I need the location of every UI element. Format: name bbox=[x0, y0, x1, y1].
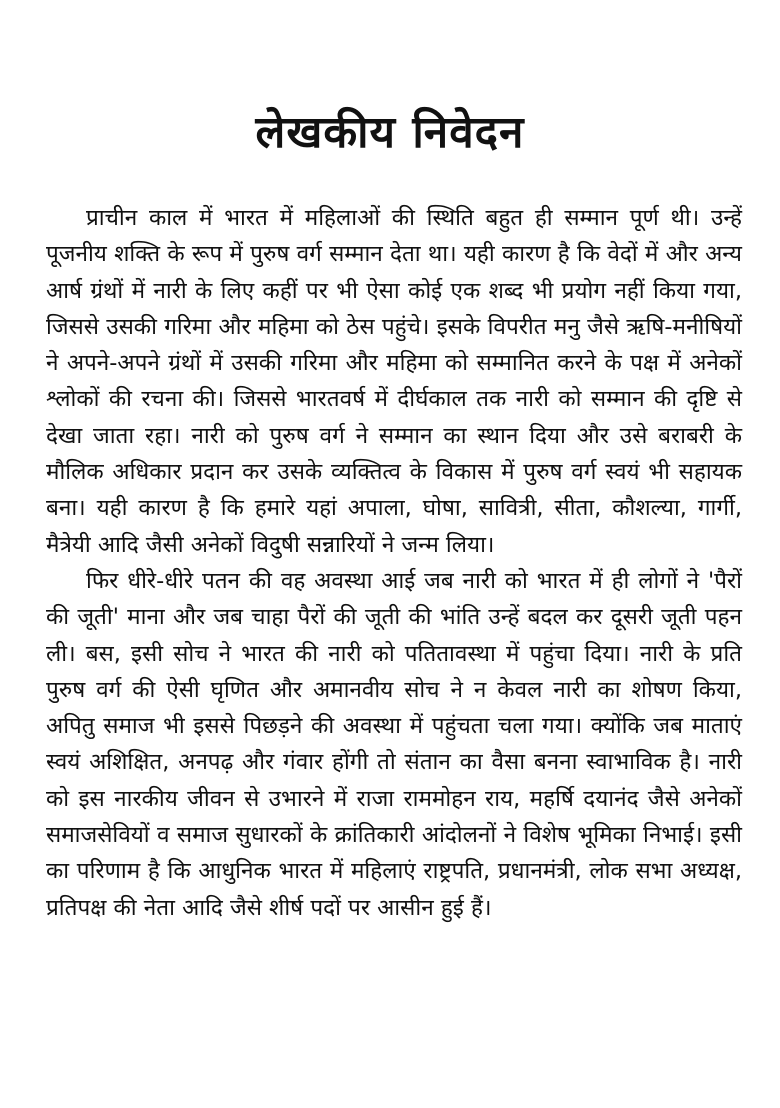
paragraph-2: फिर धीरे-धीरे पतन की वह अवस्था आई जब नारी को भारत में ही लोगों ने 'पैरों की जूती' माना और जब चाहा पैरों की जूती की भांति उन्हें बदल कर दूसरी जूती पहन ली। बस, इसी सोच ने भारत की नारी को पतितावस्था में पहुंचा दिया। नारी के प्रति पुरुष वर्ग की ऐसी घृणित और अमानवीय सोच ने न केवल नारी का शोषण किया, अपितु समाज भी इससे पिछड़ने की अवस्था में पहुंचता चला गया। क्योंकि जब माताएं स्वयं अशिक्षित, अनपढ़ और गंवार होंगी तो संतान का वैसा बनना स्वाभाविक है। नारी को इस नारकीय जीवन से उभारने में राजा राममोहन राय, महर्षि दयानंद जैसे अनेकों समाजसेवियों व समाज सुधारकों के क्रांतिकारी आंदोलनों ने विशेष भूमिका निभाई। इसी का परिणाम है कि आधुनिक भारत में महिलाएं राष्ट्रपति, प्रधानमंत्री, लोक सभा अध्यक्ष, प्रतिपक्ष की नेता आदि जैसे शीर्ष पदों पर आसीन हुई हैं। bbox=[46, 567, 742, 921]
paragraph-1: प्राचीन काल में भारत में महिलाओं की स्थिति बहुत ही सम्मान पूर्ण थी। उन्हें पूजनीय शक्ति के रूप में पुरुष वर्ग सम्मान देता था। यही कारण है कि वेदों में और अन्य आर्ष ग्रंथों में नारी के लिए कहीं पर भी ऐसा कोई एक शब्द भी प्रयोग नहीं किया गया, जिससे उसकी गरिमा और महिमा को ठेस पहुंचे। इसके विपरीत मनु जैसे ऋषि-मनीषियों ने अपने-अपने ग्रंथों में उसकी गरिमा और महिमा को सम्मानित करने के पक्ष में अनेकों श्लोकों की रचना की। जिससे भारतवर्ष में दीर्घकाल तक नारी को सम्मान की दृष्टि से देखा जाता रहा। नारी को पुरुष वर्ग ने सम्मान का स्थान दिया और उसे बराबरी के मौलिक अधिकार प्रदान कर उसके व्यक्तित्व के विकास में पुरुष वर्ग स्वयं भी सहायक बना। यही कारण है कि हमारे यहां अपाला, घोषा, सावित्री, सीता, कौशल्या, गार्गी, मैत्रेयी आदि जैसी अनेकों विदुषी सन्नारियों ने जन्म लिया। bbox=[46, 205, 742, 558]
document-body bbox=[46, 200, 742, 926]
page-title: लेखकीय निवेदन bbox=[255, 107, 525, 158]
